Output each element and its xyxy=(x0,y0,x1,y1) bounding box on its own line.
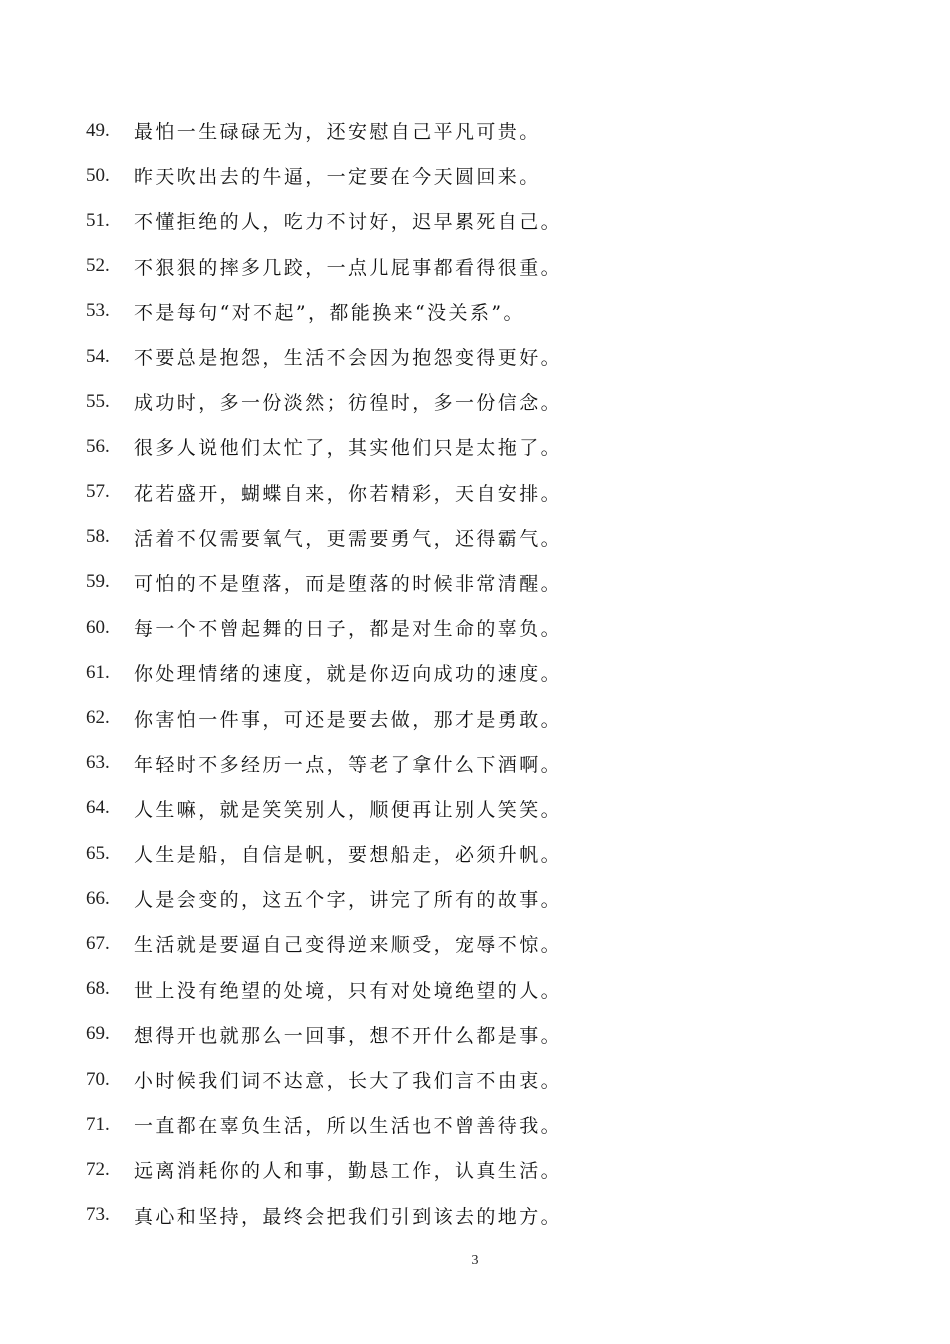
item-number: 61. xyxy=(86,661,110,683)
item-text: 人生是船，自信是帆，要想船走，必须升帆。 xyxy=(134,844,563,867)
item-number: 70. xyxy=(86,1068,110,1090)
list-item xyxy=(86,470,562,515)
item-text: 小时候我们词不达意，长大了我们言不由衷。 xyxy=(134,1070,563,1093)
item-text: 花若盛开，蝴蝶自来，你若精彩，天自安排。 xyxy=(134,482,563,505)
item-number: 49. xyxy=(86,119,110,141)
list-item xyxy=(86,967,562,1012)
item-text: 不懂拒绝的人，吃力不讨好，迟早累死自己。 xyxy=(134,211,563,234)
item-text: 生活就是要逼自己变得逆来顺受，宠辱不惊。 xyxy=(134,934,563,957)
item-text: 真心和坚持，最终会把我们引到该去的地方。 xyxy=(134,1205,563,1228)
item-number: 57. xyxy=(86,481,110,503)
item-text: 活着不仅需要氧气，更需要勇气，还得霸气。 xyxy=(134,527,563,550)
item-text: 成功时，多一份淡然；彷徨时，多一份信念。 xyxy=(134,392,563,415)
item-number: 64. xyxy=(86,797,110,819)
list-item xyxy=(86,1012,562,1057)
item-text: 世上没有绝望的处境，只有对处境绝望的人。 xyxy=(134,979,563,1002)
item-text: 可怕的不是堕落，而是堕落的时候非常清醒。 xyxy=(134,572,563,595)
item-text: 想得开也就那么一回事，想不开什么都是事。 xyxy=(134,1024,563,1047)
item-text: 年轻时不多经历一点，等老了拿什么下酒啊。 xyxy=(134,753,563,776)
item-number: 71. xyxy=(86,1113,110,1135)
list-item xyxy=(86,650,562,695)
item-number: 66. xyxy=(86,887,110,909)
item-text: 不狠狠的摔多几跤，一点儿屁事都看得很重。 xyxy=(134,256,563,279)
list-item xyxy=(86,244,562,289)
item-number: 62. xyxy=(86,707,110,729)
item-text: 人是会变的，这五个字，讲完了所有的故事。 xyxy=(134,889,563,912)
list-item xyxy=(86,1102,562,1147)
list-item xyxy=(86,289,562,334)
list-item xyxy=(86,515,562,560)
item-number: 56. xyxy=(86,435,110,457)
list-item xyxy=(86,153,562,198)
quote-list xyxy=(86,108,562,1238)
item-text: 很多人说他们太忙了，其实他们只是太拖了。 xyxy=(134,437,563,460)
item-text: 昨天吹出去的牛逼，一定要在今天圆回来。 xyxy=(134,166,541,189)
list-item xyxy=(86,424,562,469)
list-item xyxy=(86,741,562,786)
item-number: 69. xyxy=(86,1023,110,1045)
item-number: 68. xyxy=(86,978,110,1000)
item-text: 不是每句“对不起”，都能换来“没关系”。 xyxy=(134,301,525,324)
item-number: 60. xyxy=(86,616,110,638)
item-text: 人生嘛，就是笑笑别人，顺便再让别人笑笑。 xyxy=(134,798,563,821)
item-text: 每一个不曾起舞的日子，都是对生命的辜负。 xyxy=(134,618,563,641)
item-number: 55. xyxy=(86,390,110,412)
list-item xyxy=(86,1193,562,1238)
list-item xyxy=(86,334,562,379)
list-item xyxy=(86,831,562,876)
item-text: 你处理情绪的速度，就是你迈向成功的速度。 xyxy=(134,663,563,686)
list-item xyxy=(86,605,562,650)
item-number: 63. xyxy=(86,752,110,774)
list-item xyxy=(86,1147,562,1192)
item-number: 72. xyxy=(86,1158,110,1180)
item-text: 你害怕一件事，可还是要去做，那才是勇敢。 xyxy=(134,708,563,731)
item-text: 一直都在辜负生活，所以生活也不曾善待我。 xyxy=(134,1115,563,1138)
list-item xyxy=(86,1057,562,1102)
item-number: 65. xyxy=(86,842,110,864)
item-number: 67. xyxy=(86,932,110,954)
item-number: 52. xyxy=(86,255,110,277)
list-item xyxy=(86,921,562,966)
item-number: 51. xyxy=(86,209,110,231)
item-text: 不要总是抱怨，生活不会因为抱怨变得更好。 xyxy=(134,347,563,370)
item-number: 50. xyxy=(86,164,110,186)
item-number: 54. xyxy=(86,345,110,367)
list-item xyxy=(86,876,562,921)
list-item xyxy=(86,695,562,740)
item-number: 59. xyxy=(86,571,110,593)
list-item xyxy=(86,786,562,831)
list-item xyxy=(86,379,562,424)
page-number: 3 xyxy=(471,1253,479,1268)
item-number: 53. xyxy=(86,300,110,322)
item-number: 73. xyxy=(86,1204,110,1226)
item-text: 最怕一生碌碌无为，还安慰自己平凡可贵。 xyxy=(134,121,541,144)
list-item xyxy=(86,198,562,243)
item-text: 远离消耗你的人和事，勤恳工作，认真生活。 xyxy=(134,1160,563,1183)
item-number: 58. xyxy=(86,526,110,548)
list-item xyxy=(86,560,562,605)
list-item xyxy=(86,108,562,153)
